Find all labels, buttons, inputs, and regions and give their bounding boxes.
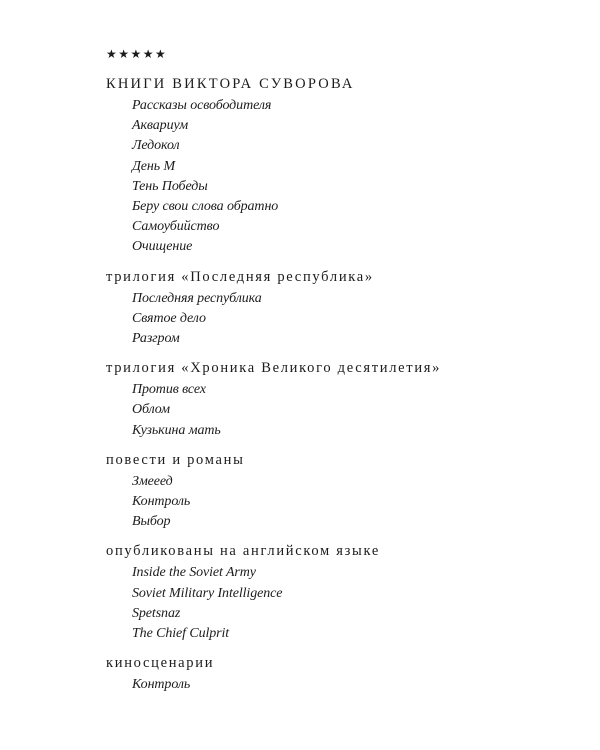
book-list bbox=[106, 563, 566, 644]
book-title: Soviet Military Intelligence bbox=[132, 585, 283, 601]
book-title: Контроль bbox=[132, 677, 191, 693]
book-title: Контроль bbox=[132, 494, 191, 510]
section-great-decade-trilogy bbox=[106, 358, 566, 441]
book-title: Inside the Soviet Army bbox=[132, 565, 256, 581]
book-title: Аквариум bbox=[132, 118, 189, 134]
book-title: The Chief Culprit bbox=[132, 626, 230, 642]
book-title: Змееед bbox=[132, 473, 173, 489]
section-title: киносценарии bbox=[106, 655, 215, 672]
section-title: трилогия «Хроника Великого десятилетия» bbox=[106, 360, 442, 377]
book-list bbox=[106, 472, 566, 533]
section-title: КНИГИ ВИКТОРА СУВОРОВА bbox=[106, 76, 355, 92]
book-title: Ледокол bbox=[132, 138, 180, 154]
book-title: Кузькина мать bbox=[132, 422, 221, 438]
book-title: Тень Победы bbox=[132, 178, 208, 194]
book-title: Беру свои слова обратно bbox=[132, 199, 279, 215]
book-list bbox=[106, 96, 566, 258]
book-list bbox=[106, 675, 566, 695]
book-title: Очищение bbox=[132, 239, 193, 255]
section-last-republic-trilogy bbox=[106, 267, 566, 350]
book-list bbox=[106, 380, 566, 441]
section-books-by-suvorov bbox=[106, 74, 566, 258]
section-title: трилогия «Последняя республика» bbox=[106, 268, 374, 285]
section-title: опубликованы на английском языке bbox=[106, 543, 381, 560]
book-title: Святое дело bbox=[132, 310, 206, 326]
book-title: День М bbox=[132, 158, 175, 174]
book-title: Spetsnaz bbox=[132, 605, 181, 621]
section-title: повести и романы bbox=[106, 451, 245, 468]
book-title: Против всех bbox=[132, 382, 206, 398]
book-title: Выбор bbox=[132, 514, 171, 530]
stars-ornament: ★★★★★ bbox=[106, 47, 168, 61]
book-title: Разгром bbox=[132, 331, 180, 347]
section-screenplays bbox=[106, 653, 566, 695]
section-english-publications bbox=[106, 541, 566, 644]
book-list bbox=[106, 289, 566, 350]
bibliography bbox=[106, 74, 566, 704]
section-novels bbox=[106, 450, 566, 533]
book-title: Облом bbox=[132, 402, 170, 418]
book-title: Самоубийство bbox=[132, 219, 220, 235]
book-title: Последняя республика bbox=[132, 290, 262, 306]
book-title: Рассказы освободителя bbox=[132, 98, 272, 113]
